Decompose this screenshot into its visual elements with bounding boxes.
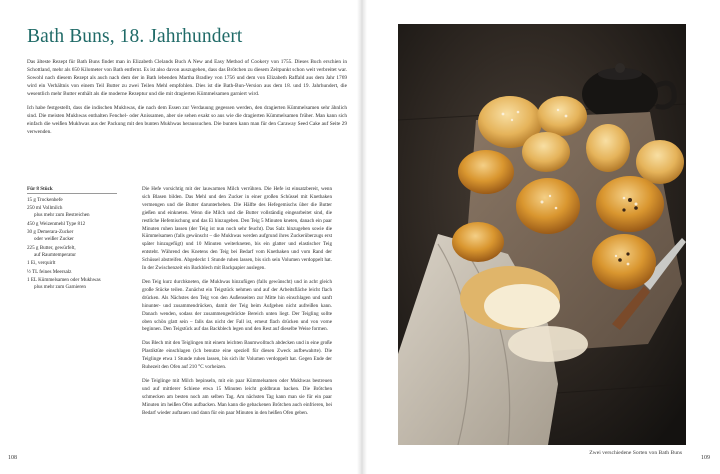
ingredient-main: 250 ml Vollmilch: [27, 205, 63, 212]
ingredient-item: [27, 197, 117, 204]
ingredient-main: 450 g Weizenmehl Type 812: [27, 220, 86, 227]
intro-paragraph-1: Das älteste Rezept für Bath Buns findet man in Elizabeth Clelands Buch A New and Easy Method of Cookery von 1755. Dieses Buch erschien in Schottland, mehr als 650 Kilometer von Bath entfernt. Es ist also davon auszugehen, dass das Brötchen zu diesem Zeitpunkt schon weit verbreitet war. Sowohl nach diesem Rezept als auch nach dem der in Bath lebenden Martha Bradley von 1756 und dem von Elizabeth Raffald aus dem Jahr 1769 wird ein Verhältnis von einem Teil Butter zu zwei Teilen Mehl empfohlen. Dies ist die Bath-Bun-Version aus dem 18. und 19. Jahrhundert, die wesentlich mehr Butter enthält als die moderne Rezeptur und die mit dragierten Kümmelsamen garniert wird.: [27, 59, 347, 97]
ingredient-note: plus mehr zum Garnieren: [34, 284, 86, 291]
page-number-right: 109: [701, 455, 710, 461]
ingredients-list: [27, 186, 117, 293]
ingredient-main: 225 g Butter, gewürfelt,: [27, 244, 76, 251]
right-page: [366, 0, 720, 474]
ingredient-item: [27, 229, 117, 243]
ingredient-item: [27, 260, 117, 267]
bath-buns-illustration: [398, 24, 686, 445]
bath-buns-photo: [398, 24, 686, 445]
ingredient-main: 1 EL Kümmelsamen oder Mukhwas: [27, 277, 101, 284]
servings-label: Für 8 Stück: [27, 186, 53, 192]
ingredient-main: 1 Ei, verquirlt: [27, 260, 56, 267]
method-step-3: Das Blech mit den Teiglingen mit einem leichten Baumwolltuch abdecken und in eine große Plastiktüte einschlagen (ich benutze eine speziell für diesen Zweck aufbewahrte). Die Teiglinge etwa 1 Stunde ruhen lassen, bis sich ihr Volumen verdoppelt hat. Gegen Ende der Ruhezeit den Ofen auf 210 °C vorheizen.: [142, 340, 332, 371]
ingredient-item: [27, 277, 117, 291]
ingredient-item: [27, 221, 117, 228]
ingredient-item: [27, 205, 117, 219]
method-text: [142, 186, 332, 423]
page-number-left: 108: [8, 455, 17, 461]
method-step-4: Die Teiglinge mit Milch bepinseln, mit ein paar Kümmelsamen oder Mukhwas bestreuen und auf mittlerer Schiene etwa 15 Minuten leicht goldbraun backen. Die Brötchen schmecken am besten noch am selben Tag. Am nächsten Tag kann man sie für ein paar Minuten im heißen Ofen aufbacken. Man kann die gebackenen Brötchen auch einfrieren, bei Bedarf wieder auftauen und dann für ein paar Minuten in den heißen Ofen geben.: [142, 377, 332, 416]
ingredient-item: [27, 269, 117, 276]
photo-caption: Zwei verschiedene Sorten von Bath Buns: [589, 450, 682, 456]
intro-paragraph-2: Ich habe festgestellt, dass die indischen Mukhwas, die nach dem Essen zur Verdauung gegessen werden, den dragierten Kümmelsamen sehr ähnlich sind. Die meisten Mukhwas enthalten Fenchel- oder Anissamen, aber sie sehen exakt so aus wie die dragierten Kümmelsamen früher. Man kann sich einfach die weißen Mukhwas aus der Packung mit den bunten Mukhwas heraussuchen. Die bunten kann man für den Caraway Seed Cake auf Seite 29 verwenden.: [27, 104, 347, 135]
ingredient-note: plus mehr zum Bestreichen: [34, 212, 90, 219]
intro-text: [27, 59, 347, 143]
ingredient-note: auf Raumtemperatur: [34, 251, 77, 258]
ingredients-divider: [27, 193, 117, 194]
method-step-1: Die Hefe vorsichtig mit der lauwarmen Milch verrühren. Die Hefe ist einsatzbereit, wenn sich Blasen bilden. Das Mehl und den Zucker in einer großen Schüssel mit Knethaken vermengen und die Butter darunterheben. Die Hälfte des Hefegemischs über die Butter gießen und einkneten. Wenn die Milch und die Butter vollständig eingearbeitet sind, die restliche Hefemischung und das Ei hinzugeben. Den Teig 5 Minuten kneten, danach ein paar Minuten ruhen lassen (der Teig ist nun noch sehr feucht). Das Salz hinzugeben sowie die Kümmelsamen (falls gewünscht – die Mukhwas werden aufgrund ihres Zuckerüberzugs erst später hinzugefügt) und 10 Minuten weiterkneten, bis ein glatter und elastischer Teig entsteht. Während des Knetens den Teig bei Bedarf vom Knethaken und vom Rand der Schüssel abstreifen. Abgedeckt 1 Stunde ruhen lassen, bis sich sein Volumen verdoppelt hat. In der Zwischenzeit ein Backblech mit Backpapier auslegen.: [142, 186, 332, 272]
recipe-title: Bath Buns, 18. Jahrhundert: [27, 26, 243, 47]
method-step-2: Den Teig kurz durchkneten, die Mukhwas hinzufügen (falls gewünscht) und in acht gleich große Stücke teilen. Zunächst ein Teigstück nehmen und auf der Arbeitsfläche leicht flach drücken. Als Nächstes den Teig von den Außenseiten zur Mitte hin einschlagen und sanft hinunter- und zusammendrücken, damit der Teig beim Aufgehen nicht aufreißen kann. Danach wenden, sodass der zusammengedrückte Bereich unten liegt. Der Teigling sollte oben schön glatt sein – falls das nicht der Fall ist, erneut flach drücken und von vorne beginnen. Den Teigstück auf das Backblech legen und den Rest auf dieselbe Weise formen.: [142, 278, 332, 333]
ingredient-note: oder weißer Zucker: [34, 236, 74, 243]
ingredient-main: 15 g Trockenhefe: [27, 196, 63, 203]
left-page: [0, 0, 358, 474]
ingredient-main: 30 g Demerara-Zucker: [27, 229, 74, 236]
ingredient-main: ½ TL feines Meersalz: [27, 268, 72, 275]
ingredient-item: [27, 245, 117, 259]
